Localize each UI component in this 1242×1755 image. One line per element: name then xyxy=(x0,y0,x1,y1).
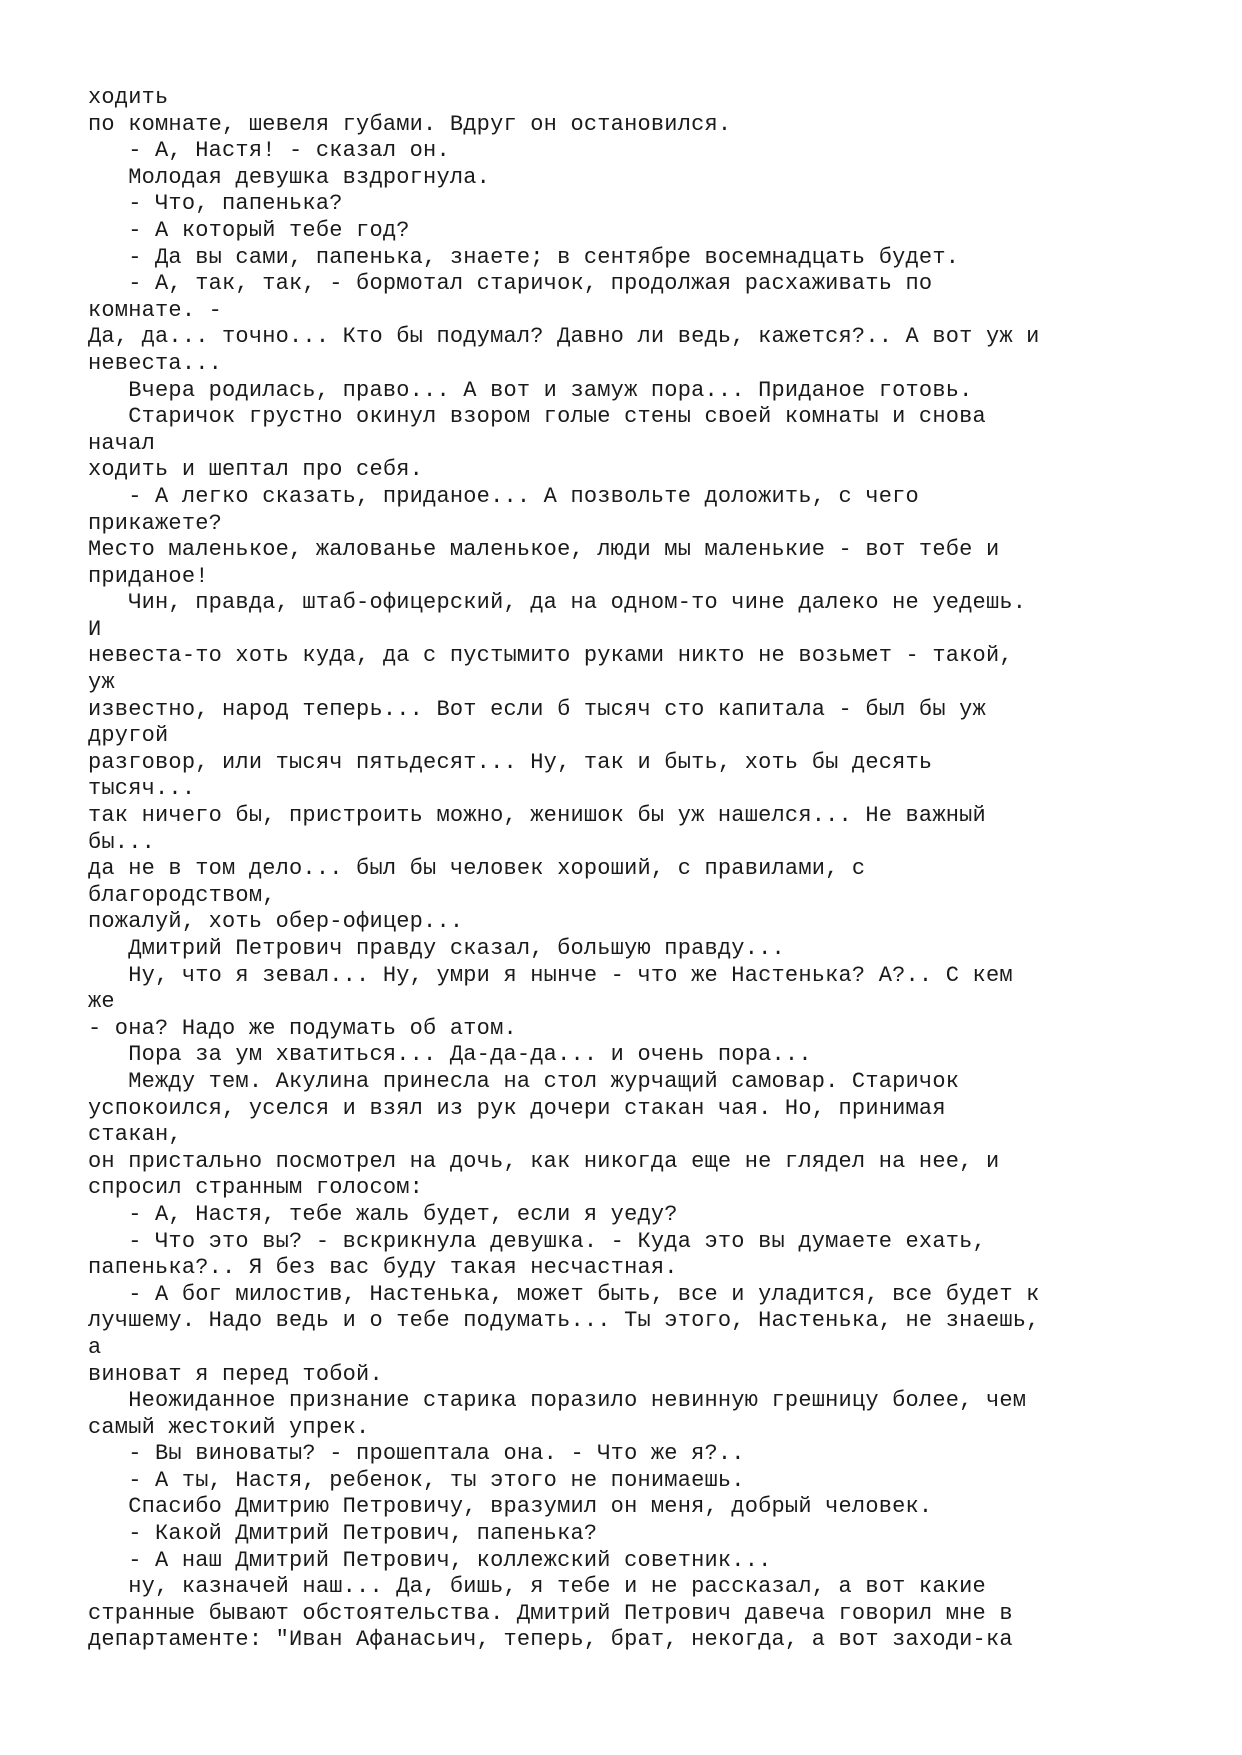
text-line: - А который тебе год? xyxy=(88,217,410,243)
text-line: - она? Надо же подумать об атом. xyxy=(88,1015,517,1041)
text-line: бы... xyxy=(88,829,156,855)
text-line: приданое! xyxy=(88,563,209,589)
text-line: Спасибо Дмитрию Петровичу, вразумил он меня, добрый человек. xyxy=(88,1494,933,1520)
text-line: папенька?.. Я без вас буду такая несчастная. xyxy=(88,1255,678,1281)
text-line: разговор, или тысяч пятьдесят... Ну, так и быть, хоть бы десять xyxy=(88,749,933,775)
text-line: - А ты, Настя, ребенок, ты этого не понимаешь. xyxy=(88,1467,745,1493)
text-line: - А, так, так, - бормотал старичок, продолжая расхаживать по xyxy=(88,271,933,297)
text-line: - А бог милостив, Настенька, может быть, все и уладится, все будет к xyxy=(88,1281,1040,1307)
text-line: он пристально посмотрел на дочь, как никогда еще не глядел на нее, и xyxy=(88,1148,1000,1174)
text-line: Молодая девушка вздрогнула. xyxy=(88,164,491,190)
text-line: Пора за ум хватиться... Да-да-да... и очень пора... xyxy=(88,1042,812,1068)
text-line: странные бывают обстоятельства. Дмитрий Петрович давеча говорил мне в xyxy=(88,1600,1013,1626)
text-line: виноват я перед тобой. xyxy=(88,1361,383,1387)
text-line: стакан, xyxy=(88,1122,182,1148)
text-line: - А, Настя, тебе жаль будет, если я уеду? xyxy=(88,1201,678,1227)
text-line: тысяч... xyxy=(88,776,196,802)
text-line: другой xyxy=(88,723,169,749)
text-line: И xyxy=(88,616,102,642)
text-line: - Вы виноваты? - прошептала она. - Что же я?.. xyxy=(88,1441,745,1467)
text-line: - Что это вы? - вскрикнула девушка. - Куда это вы думаете ехать, xyxy=(88,1228,986,1254)
text-line: - Что, папенька? xyxy=(88,191,343,217)
text-line: самый жестокий упрек. xyxy=(88,1414,370,1440)
text-line: Между тем. Акулина принесла на стол журчащий самовар. Старичок xyxy=(88,1068,960,1094)
text-line: Место маленькое, жалованье маленькое, люди мы маленькие - вот тебе и xyxy=(88,537,1000,563)
text-line: прикажете? xyxy=(88,510,223,536)
text-line: же xyxy=(88,989,115,1015)
text-line: начал xyxy=(88,430,156,456)
text-line: - Какой Дмитрий Петрович, папенька? xyxy=(88,1521,598,1547)
text-line: - А, Настя! - сказал он. xyxy=(88,138,450,164)
text-line: спросил странным голосом: xyxy=(88,1175,424,1201)
text-line: Ну, что я зевал... Ну, умри я нынче - что же Настенька? А?.. С кем xyxy=(88,962,1013,988)
text-line: ходить и шептал про себя. xyxy=(88,457,424,483)
text-line: Чин, правда, штаб-офицерский, да на одном-то чине далеко не уедешь. xyxy=(88,590,1027,616)
text-line: департаменте: "Иван Афанасьич, теперь, брат, некогда, а вот заходи-ка xyxy=(88,1627,1013,1653)
text-line: лучшему. Надо ведь и о тебе подумать... Ты этого, Настенька, не знаешь, xyxy=(88,1308,1040,1334)
text-line: ну, казначей наш... Да, бишь, я тебе и не рассказал, а вот какие xyxy=(88,1574,986,1600)
text-line: - Да вы сами, папенька, знаете; в сентябре восемнадцать будет. xyxy=(88,244,960,270)
text-line: невеста... xyxy=(88,350,223,376)
text-line: пожалуй, хоть обер-офицер... xyxy=(88,909,464,935)
document-text xyxy=(88,85,1218,1654)
text-line: уж xyxy=(88,670,115,696)
text-line: да не в том дело... был бы человек хороший, с правилами, с xyxy=(88,856,866,882)
text-line: благородством, xyxy=(88,882,276,908)
text-line: комнате. - xyxy=(88,297,223,323)
text-line: а xyxy=(88,1334,102,1360)
text-line: Неожиданное признание старика поразило невинную грешницу более, чем xyxy=(88,1388,1027,1414)
text-line: известно, народ теперь... Вот если б тысяч сто капитала - был бы уж xyxy=(88,696,986,722)
text-line: Старичок грустно окинул взором голые стены своей комнаты и снова xyxy=(88,404,986,430)
text-line: Вчера родилась, право... А вот и замуж пора... Приданое готовь. xyxy=(88,377,973,403)
text-line: успокоился, уселся и взял из рук дочери стакан чая. Но, принимая xyxy=(88,1095,946,1121)
text-line: невеста-то хоть куда, да с пустымито руками никто не возьмет - такой, xyxy=(88,643,1013,669)
text-line: ходить xyxy=(88,85,169,110)
text-line: Дмитрий Петрович правду сказал, большую правду... xyxy=(88,936,785,961)
text-line: - А легко сказать, приданое... А позвольте доложить, с чего xyxy=(88,483,919,509)
text-line: Да, да... точно... Кто бы подумал? Давно ли ведь, кажется?.. А вот уж и xyxy=(88,324,1040,350)
text-line: так ничего бы, пристроить можно, женишок бы уж нашелся... Не важный xyxy=(88,803,986,829)
text-line: - А наш Дмитрий Петрович, коллежский советник... xyxy=(88,1547,772,1573)
text-line: по комнате, шевеля губами. Вдруг он остановился. xyxy=(88,111,732,137)
